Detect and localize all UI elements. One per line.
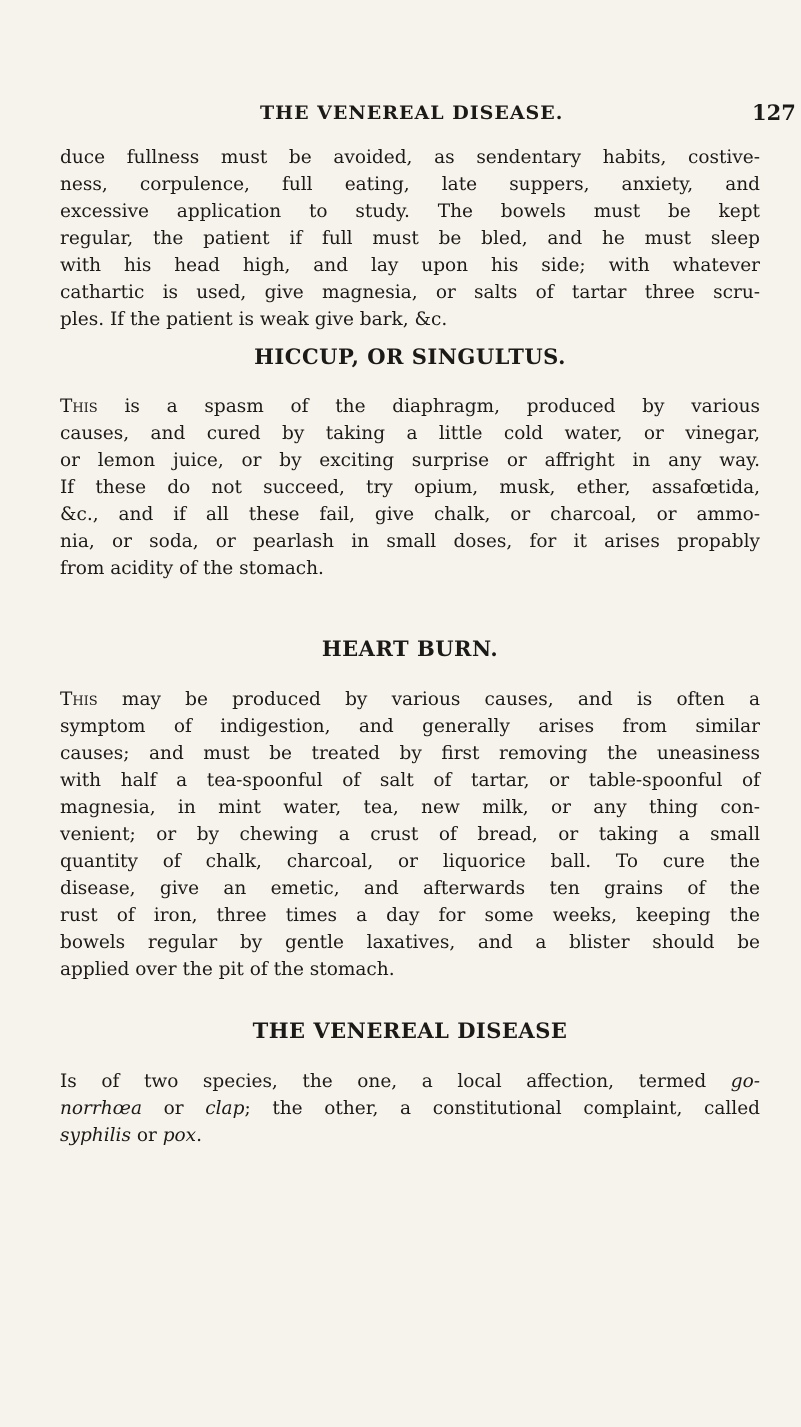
text-line: with his head high, and lay upon his side; with whatever xyxy=(60,255,760,276)
page-number: 127 xyxy=(752,100,796,125)
lead-word: This xyxy=(60,396,98,417)
text-line xyxy=(60,1095,760,1122)
text-line: with half a tea-spoonful of salt of tartar, or table-spoonful of xyxy=(60,770,760,791)
running-head: THE VENEREAL DISEASE. xyxy=(260,102,564,124)
section-heading-heart-burn: HEART BURN. xyxy=(321,636,499,661)
text-run: is a spasm of the diaphragm, produced by various xyxy=(97,396,760,417)
text-line: symptom of indigestion, and generally arises from similar xyxy=(60,716,760,737)
text-line: cathartic is used, give magnesia, or salts of tartar three scru- xyxy=(60,282,760,303)
text-line: nia, or soda, or pearlash in small doses, for it arises propably xyxy=(60,531,760,552)
text-line: duce fullness must be avoided, as sendentary habits, costive- xyxy=(60,147,760,168)
text-run: . xyxy=(196,1125,203,1146)
lead-word: This xyxy=(60,689,98,710)
venereal-disease-paragraph xyxy=(60,1068,760,1149)
text-line: or lemon juice, or by exciting surprise or affright in any way. xyxy=(60,450,760,471)
italic-term: pox xyxy=(162,1125,197,1146)
text-line: bowels regular by gentle laxatives, and a blister should be xyxy=(60,932,760,953)
text-line: rust of iron, three times a day for some weeks, keeping the xyxy=(60,905,760,926)
text-line xyxy=(60,1068,760,1095)
text-line: quantity of chalk, charcoal, or liquorice ball. To cure the xyxy=(60,851,760,872)
text-run: may be produced by various causes, and is often a xyxy=(97,689,760,710)
text-line xyxy=(60,686,760,713)
text-run: or xyxy=(141,1098,206,1119)
text-line: from acidity of the stomach. xyxy=(60,558,324,579)
text-line: applied over the pit of the stomach. xyxy=(60,959,395,980)
text-line: disease, give an emetic, and afterwards ten grains of the xyxy=(60,878,760,899)
text-run: ; the other, a constitutional complaint, called xyxy=(244,1098,760,1119)
text-line: magnesia, in mint water, tea, new milk, or any thing con- xyxy=(60,797,760,818)
text-line: ples. If the patient is weak give bark, &c. xyxy=(60,309,448,330)
text-line: causes, and cured by taking a little cold water, or vinegar, xyxy=(60,423,760,444)
continuation-paragraph xyxy=(60,144,760,333)
text-line: excessive application to study. The bowels must be kept xyxy=(60,201,760,222)
italic-term: go- xyxy=(730,1071,760,1092)
text-line: regular, the patient if full must be bled, and he must sleep xyxy=(60,228,760,249)
text-line: &c., and if all these fail, give chalk, or charcoal, or ammo- xyxy=(60,504,760,525)
heart-burn-paragraph xyxy=(60,686,760,983)
text-run: or xyxy=(130,1125,163,1146)
text-line xyxy=(60,1122,760,1149)
text-line: ness, corpulence, full eating, late suppers, anxiety, and xyxy=(60,174,760,195)
section-heading-hiccup: HICCUP, OR SINGULTUS. xyxy=(254,344,566,369)
italic-term: syphilis xyxy=(60,1125,131,1146)
text-line: causes; and must be treated by first removing the uneasiness xyxy=(60,743,760,764)
italic-term: clap xyxy=(205,1098,245,1119)
text-line: venient; or by chewing a crust of bread, or taking a small xyxy=(60,824,760,845)
text-line: If these do not succeed, try opium, musk, ether, assafœtida, xyxy=(60,477,760,498)
section-heading-venereal-disease: THE VENEREAL DISEASE xyxy=(252,1018,568,1043)
text-run: Is of two species, the one, a local affection, termed xyxy=(60,1071,731,1092)
italic-term: norrhœa xyxy=(60,1098,142,1119)
hiccup-paragraph xyxy=(60,393,760,582)
text-line xyxy=(60,393,760,420)
